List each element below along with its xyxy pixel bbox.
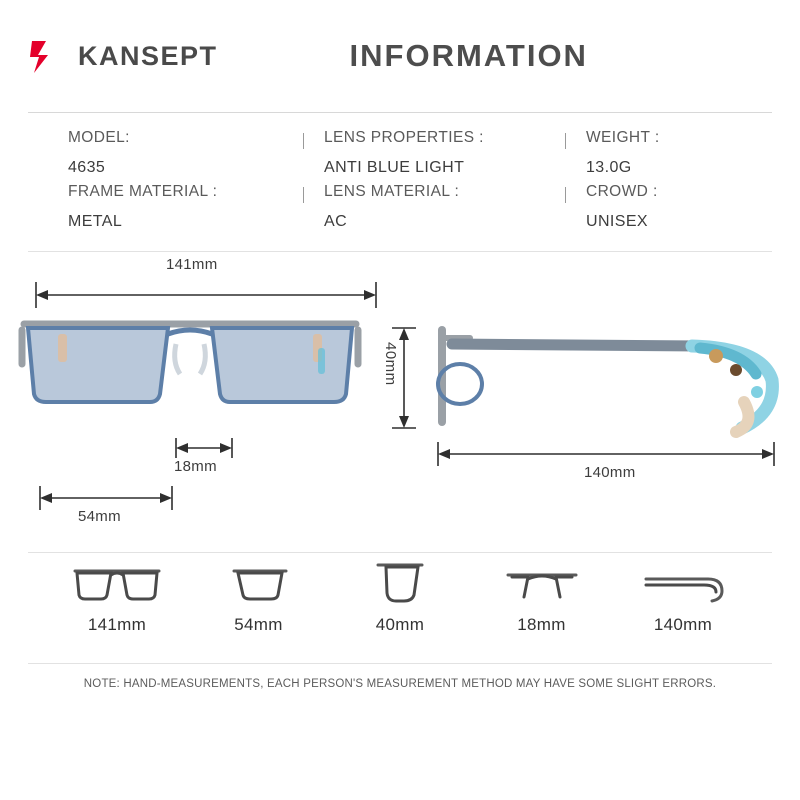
dimension-label-lens-width: 54mm xyxy=(78,508,121,525)
spec-cell-lens-material xyxy=(304,183,566,231)
spec-label: LENS MATERIAL : xyxy=(324,183,460,200)
dimension-label-lens-height: 40mm xyxy=(382,342,399,386)
glasses-front-view xyxy=(22,324,358,402)
glasses-side-view xyxy=(438,330,772,432)
spec-label: MODEL: xyxy=(68,129,130,146)
spec-label: CROWD : xyxy=(586,183,658,200)
icon-item xyxy=(62,553,172,663)
footer-note: NOTE: HAND-MEASUREMENTS, EACH PERSON'S MEASUREMENT METHOD MAY HAVE SOME SLIGHT ERRORS. xyxy=(83,678,717,690)
spec-cell-model xyxy=(28,129,304,177)
temple-length-icon xyxy=(628,553,738,605)
page-header xyxy=(0,0,800,112)
spec-row xyxy=(28,183,772,231)
spec-cell-lens-properties xyxy=(304,129,566,177)
page-title: INFORMATION xyxy=(349,38,588,73)
icon-strip xyxy=(0,553,800,663)
lens-height-icon xyxy=(345,553,455,605)
icon-caption: 140mm xyxy=(653,615,713,634)
icon-caption: 54mm xyxy=(234,615,283,634)
icon-caption: 40mm xyxy=(375,615,425,634)
icon-item xyxy=(204,553,314,663)
spec-label: LENS PROPERTIES : xyxy=(324,129,484,146)
spec-table xyxy=(0,113,800,251)
spec-cell-weight xyxy=(566,129,772,177)
kansept-k-logo-icon xyxy=(28,35,70,77)
spec-value: 13.0G xyxy=(586,159,632,176)
spec-label: WEIGHT : xyxy=(586,129,660,146)
dimension-label-bridge: 18mm xyxy=(174,458,217,475)
lens-width-icon xyxy=(204,553,314,605)
brand-name: KANSEPT xyxy=(78,40,218,71)
icon-item xyxy=(345,553,455,663)
spec-cell-frame-material xyxy=(28,183,304,231)
spec-value: 4635 xyxy=(68,159,106,176)
spec-value: AC xyxy=(324,213,348,230)
spec-value: METAL xyxy=(68,213,123,230)
measurement-diagram xyxy=(0,252,800,552)
spec-cell-crowd xyxy=(566,183,772,231)
dimension-18mm xyxy=(176,438,232,458)
icon-item xyxy=(487,553,597,663)
brand-logo xyxy=(28,35,218,77)
spec-row xyxy=(28,129,772,177)
dimension-140mm xyxy=(438,442,774,466)
bridge-width-icon xyxy=(487,553,597,605)
icon-item xyxy=(628,553,738,663)
dimension-label-front-width: 141mm xyxy=(166,256,218,273)
spec-value: ANTI BLUE LIGHT xyxy=(324,159,465,176)
dimension-54mm xyxy=(40,486,172,510)
spec-label: FRAME MATERIAL : xyxy=(68,183,218,200)
icon-caption: 141mm xyxy=(87,615,147,634)
dimension-label-temple-length: 140mm xyxy=(584,464,636,481)
page-title-wrap xyxy=(218,38,760,74)
diagram-svg xyxy=(0,252,800,552)
frame-front-width-icon xyxy=(62,553,172,605)
spec-value: UNISEX xyxy=(586,213,648,230)
icon-caption: 18mm xyxy=(517,615,566,634)
dimension-141mm xyxy=(36,282,376,308)
